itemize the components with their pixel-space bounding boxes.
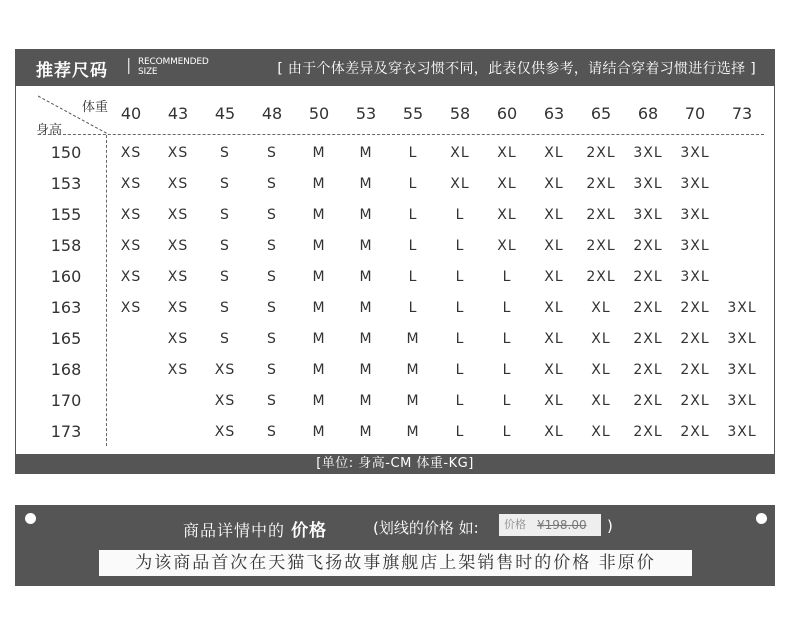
size-cell: 2XL bbox=[633, 362, 663, 378]
size-cell: L bbox=[408, 238, 418, 254]
price-notice-line bbox=[15, 513, 775, 539]
size-cell: 3XL bbox=[680, 269, 710, 285]
size-cell: M bbox=[312, 269, 326, 285]
size-cell: XL bbox=[450, 145, 470, 161]
size-cell: S bbox=[267, 238, 277, 254]
size-cell: XS bbox=[120, 269, 142, 285]
size-cell: L bbox=[455, 300, 465, 316]
height-row-label: 160 bbox=[50, 267, 82, 286]
size-cell: L bbox=[455, 331, 465, 347]
size-cell: XS bbox=[167, 207, 189, 223]
size-cell: 2XL bbox=[633, 331, 663, 347]
size-cell: 2XL bbox=[633, 238, 663, 254]
size-cell: XS bbox=[167, 269, 189, 285]
size-cell: 3XL bbox=[727, 331, 757, 347]
weight-header-cell: 48 bbox=[261, 104, 283, 123]
size-cell: 2XL bbox=[586, 145, 616, 161]
size-cell: XL bbox=[544, 362, 564, 378]
size-cell: M bbox=[312, 238, 326, 254]
weight-header-cell: 50 bbox=[308, 104, 330, 123]
size-cell: 2XL bbox=[680, 393, 710, 409]
weight-header-cell: 55 bbox=[402, 104, 424, 123]
size-cell: M bbox=[312, 362, 326, 378]
size-cell: S bbox=[267, 207, 277, 223]
size-cell: S bbox=[267, 176, 277, 192]
title-separator: | bbox=[126, 55, 132, 74]
price-notice-hint: (划线的价格 如: bbox=[373, 519, 479, 537]
price-notice-main bbox=[183, 516, 327, 541]
size-cell: XS bbox=[120, 176, 142, 192]
size-cell: 3XL bbox=[727, 362, 757, 378]
size-cell: M bbox=[359, 424, 373, 440]
size-chart-card bbox=[15, 49, 775, 474]
weight-header-cell: 70 bbox=[684, 104, 706, 123]
size-cell: M bbox=[359, 331, 373, 347]
size-cell: XS bbox=[167, 238, 189, 254]
size-cell: L bbox=[455, 362, 465, 378]
size-cell: L bbox=[455, 238, 465, 254]
size-cell: S bbox=[267, 362, 277, 378]
size-cell: 2XL bbox=[633, 269, 663, 285]
size-chart-title: 推荐尺码 bbox=[36, 61, 108, 81]
size-cell: XL bbox=[591, 362, 611, 378]
size-cell: M bbox=[312, 424, 326, 440]
size-cell: L bbox=[455, 424, 465, 440]
size-cell: M bbox=[359, 176, 373, 192]
weight-header-cell: 63 bbox=[543, 104, 565, 123]
weight-header-cell: 58 bbox=[449, 104, 471, 123]
size-cell: L bbox=[408, 145, 418, 161]
size-cell: L bbox=[408, 269, 418, 285]
size-cell: L bbox=[408, 207, 418, 223]
size-cell: XL bbox=[544, 393, 564, 409]
size-cell: S bbox=[220, 269, 230, 285]
header-row-divider bbox=[38, 134, 764, 135]
unit-footer: [单位: 身高-CM 体重-KG] bbox=[16, 454, 774, 473]
size-cell: 2XL bbox=[633, 393, 663, 409]
size-cell: L bbox=[455, 207, 465, 223]
corner-height-label: 身高 bbox=[36, 123, 63, 138]
size-cell: 2XL bbox=[586, 176, 616, 192]
size-cell: M bbox=[312, 331, 326, 347]
price-notice-hint-close: ) bbox=[607, 517, 613, 535]
size-cell: S bbox=[267, 424, 277, 440]
size-cell: S bbox=[220, 238, 230, 254]
corner-weight-label: 体重 bbox=[81, 100, 108, 115]
size-cell: M bbox=[312, 145, 326, 161]
title-english-line2: SIZE bbox=[138, 67, 158, 77]
size-cell: S bbox=[267, 269, 277, 285]
size-cell: M bbox=[359, 269, 373, 285]
size-cell: 3XL bbox=[680, 207, 710, 223]
size-cell: XS bbox=[120, 145, 142, 161]
size-cell: 2XL bbox=[680, 300, 710, 316]
size-cell: XL bbox=[544, 176, 564, 192]
size-cell: 2XL bbox=[586, 207, 616, 223]
size-cell: 2XL bbox=[586, 269, 616, 285]
height-row-label: 168 bbox=[50, 360, 82, 379]
size-cell: 3XL bbox=[633, 145, 663, 161]
size-cell: L bbox=[455, 269, 465, 285]
size-cell: XS bbox=[167, 145, 189, 161]
weight-header-cell: 53 bbox=[355, 104, 377, 123]
size-cell: XL bbox=[544, 424, 564, 440]
size-cell: 3XL bbox=[727, 424, 757, 440]
size-cell: XL bbox=[591, 300, 611, 316]
size-cell: M bbox=[359, 362, 373, 378]
size-chart-header bbox=[16, 50, 774, 86]
size-cell: L bbox=[408, 300, 418, 316]
size-cell: XS bbox=[120, 238, 142, 254]
size-cell: M bbox=[312, 176, 326, 192]
size-cell: 2XL bbox=[586, 238, 616, 254]
sample-price-label: 价格 bbox=[504, 518, 526, 531]
height-column-divider bbox=[106, 135, 107, 446]
size-cell: XL bbox=[544, 145, 564, 161]
size-cell: 3XL bbox=[633, 207, 663, 223]
height-row-label: 170 bbox=[50, 391, 82, 410]
size-cell: L bbox=[502, 331, 512, 347]
size-cell: M bbox=[312, 300, 326, 316]
weight-header-cell: 45 bbox=[214, 104, 236, 123]
size-cell: L bbox=[502, 269, 512, 285]
size-cell: S bbox=[267, 300, 277, 316]
size-cell: XL bbox=[544, 300, 564, 316]
size-cell: M bbox=[359, 145, 373, 161]
size-cell: M bbox=[312, 393, 326, 409]
size-cell: XS bbox=[120, 300, 142, 316]
size-cell: XL bbox=[544, 238, 564, 254]
size-cell: S bbox=[220, 331, 230, 347]
weight-header-cell: 68 bbox=[637, 104, 659, 123]
price-notice-bold: 价格 bbox=[291, 521, 328, 541]
size-cell: 2XL bbox=[680, 362, 710, 378]
price-notice-banner bbox=[15, 505, 775, 586]
size-cell: XL bbox=[497, 145, 517, 161]
height-row-label: 153 bbox=[50, 174, 82, 193]
title-english-line1: RECOMMENDED bbox=[138, 57, 209, 67]
height-row-label: 163 bbox=[50, 298, 82, 317]
size-cell: S bbox=[267, 393, 277, 409]
size-cell: L bbox=[502, 424, 512, 440]
size-cell: M bbox=[359, 238, 373, 254]
size-cell: XL bbox=[591, 331, 611, 347]
size-cell: XS bbox=[167, 300, 189, 316]
size-cell: M bbox=[312, 207, 326, 223]
price-disclaimer-strip: 为该商品首次在天猫飞扬故事旗舰店上架销售时的价格 非原价 bbox=[99, 550, 692, 576]
size-cell: XL bbox=[544, 207, 564, 223]
size-cell: S bbox=[220, 300, 230, 316]
size-cell: S bbox=[267, 145, 277, 161]
size-cell: M bbox=[406, 424, 420, 440]
size-cell: XS bbox=[120, 207, 142, 223]
size-cell: XL bbox=[544, 331, 564, 347]
size-cell: L bbox=[502, 362, 512, 378]
table-corner-cell bbox=[38, 94, 108, 138]
size-cell: 2XL bbox=[680, 424, 710, 440]
size-cell: XL bbox=[450, 176, 470, 192]
size-cell: S bbox=[220, 145, 230, 161]
size-cell: XL bbox=[497, 207, 517, 223]
size-cell: S bbox=[220, 176, 230, 192]
size-cell: 2XL bbox=[633, 300, 663, 316]
size-cell: L bbox=[408, 176, 418, 192]
size-cell: 2XL bbox=[633, 424, 663, 440]
size-cell: 3XL bbox=[633, 176, 663, 192]
size-cell: M bbox=[359, 393, 373, 409]
size-cell: M bbox=[359, 300, 373, 316]
size-cell: S bbox=[267, 331, 277, 347]
size-cell: XS bbox=[167, 176, 189, 192]
size-cell: XL bbox=[497, 176, 517, 192]
sample-price-tag bbox=[499, 514, 601, 536]
title-english bbox=[138, 57, 218, 77]
size-cell: 3XL bbox=[680, 145, 710, 161]
size-cell: 3XL bbox=[680, 238, 710, 254]
height-row-label: 173 bbox=[50, 422, 82, 441]
size-cell: XS bbox=[214, 362, 236, 378]
size-cell: XS bbox=[214, 424, 236, 440]
size-cell: 3XL bbox=[727, 300, 757, 316]
weight-header-cell: 65 bbox=[590, 104, 612, 123]
size-cell: L bbox=[455, 393, 465, 409]
size-cell: 3XL bbox=[680, 176, 710, 192]
size-chart-note: [ 由于个体差异及穿衣习惯不同，此表仅供参考，请结合穿着习惯进行选择 ] bbox=[277, 61, 756, 77]
weight-header-cell: 60 bbox=[496, 104, 518, 123]
size-cell: XL bbox=[497, 238, 517, 254]
height-row-label: 150 bbox=[50, 143, 82, 162]
weight-header-cell: 73 bbox=[731, 104, 753, 123]
size-cell: 2XL bbox=[680, 331, 710, 347]
size-cell: M bbox=[406, 331, 420, 347]
height-row-label: 158 bbox=[50, 236, 82, 255]
size-cell: XS bbox=[167, 331, 189, 347]
price-notice-prefix: 商品详情中的 bbox=[183, 521, 286, 540]
sample-struck-price: ¥198.00 bbox=[537, 518, 587, 532]
size-cell: L bbox=[502, 300, 512, 316]
size-cell: M bbox=[359, 207, 373, 223]
size-cell: M bbox=[406, 362, 420, 378]
size-cell: XS bbox=[167, 362, 189, 378]
size-cell: L bbox=[502, 393, 512, 409]
size-cell: XL bbox=[591, 393, 611, 409]
size-cell: XL bbox=[591, 424, 611, 440]
size-cell: XS bbox=[214, 393, 236, 409]
weight-header-cell: 43 bbox=[167, 104, 189, 123]
height-row-label: 165 bbox=[50, 329, 82, 348]
size-cell: XL bbox=[544, 269, 564, 285]
size-cell: 3XL bbox=[727, 393, 757, 409]
size-cell: S bbox=[220, 207, 230, 223]
height-row-label: 155 bbox=[50, 205, 82, 224]
weight-header-cell: 40 bbox=[120, 104, 142, 123]
size-cell: M bbox=[406, 393, 420, 409]
